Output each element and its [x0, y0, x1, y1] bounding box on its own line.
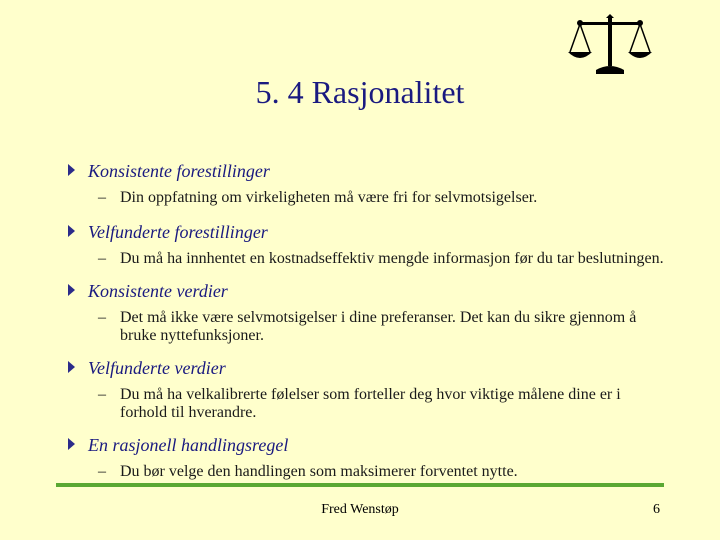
- dash-marker: –: [98, 386, 106, 403]
- bullet-heading: Konsistente forestillinger: [88, 161, 270, 181]
- list-item: [68, 434, 668, 481]
- triangle-bullet-icon: [68, 438, 75, 450]
- sub-bullet: [98, 250, 668, 268]
- list-item: [68, 221, 668, 268]
- bullet-heading: En rasjonell handlingsregel: [88, 435, 289, 455]
- triangle-bullet-icon: [68, 225, 75, 237]
- sub-bullet-text: Du må ha velkalibrerte følelser som forteller deg hvor viktige målene dine er i forhold til hverandre.: [120, 386, 621, 421]
- list-item: [68, 160, 668, 207]
- sub-bullet-text: Du må ha innhentet en kostnadseffektiv mengde informasjon før du tar beslutningen.: [120, 250, 664, 267]
- sub-bullet: [98, 309, 668, 345]
- bullet-heading: Velfunderte forestillinger: [88, 222, 268, 242]
- triangle-bullet-icon: [68, 284, 75, 296]
- bullet-list: [68, 160, 668, 481]
- triangle-bullet-icon: [68, 361, 75, 373]
- sub-bullet-text: Det må ikke være selvmotsigelser i dine preferanser. Det kan du sikre gjennom å bruke nyttefunksjoner.: [120, 309, 637, 344]
- footer-author: Fred Wenstøp: [321, 502, 399, 517]
- slide-title: 5. 4 Rasjonalitet: [255, 74, 465, 110]
- sub-bullet-text: Din oppfatning om virkeligheten må være fri for selvmotsigelser.: [120, 189, 538, 206]
- sub-bullet: [98, 189, 668, 207]
- bullet-heading: Konsistente verdier: [88, 281, 228, 301]
- sub-bullet: [98, 386, 668, 422]
- dash-marker: –: [98, 189, 106, 206]
- triangle-bullet-icon: [68, 164, 75, 176]
- bullet-heading: Velfunderte verdier: [88, 358, 226, 378]
- footer-divider: [56, 483, 664, 487]
- scales-of-justice-icon: [568, 12, 652, 76]
- list-item: [68, 357, 668, 422]
- page-number: 6: [653, 502, 660, 517]
- dash-marker: –: [98, 250, 106, 267]
- dash-marker: –: [98, 463, 106, 480]
- sub-bullet: [98, 463, 668, 481]
- sub-bullet-text: Du bør velge den handlingen som maksimerer forventet nytte.: [120, 463, 518, 480]
- list-item: [68, 280, 668, 345]
- dash-marker: –: [98, 309, 106, 326]
